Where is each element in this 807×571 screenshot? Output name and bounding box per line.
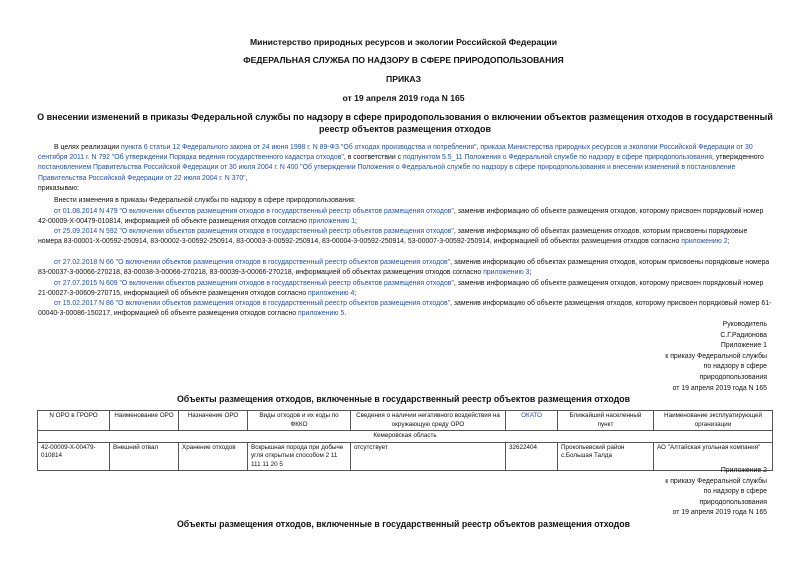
header-cell: Ближайший населенный пункт <box>558 411 654 431</box>
list-item: от 27.02.2018 N 66 "О включении объектов размещения отходов в государственный реестр объектов размещения отходов", заменив информацию об объектах размещения отходов, которым присвоены порядковые номера 83-00037-3-00066-270218, 83-00038-3-00066-270218, 83-00039-3-00066-270218, информацией об объектах размещения отходов согласно приложению 3; <box>38 259 770 277</box>
appendix-1-ref-line: по надзору в сфере <box>703 363 767 371</box>
ministry-order-link[interactable]: приказа Министерства природных ресурсов и экологии Российской Федерации от 30 сентября 2011 г. N 792 "Об утверждении Порядка ведения государственного кадастра отходов" <box>38 144 753 162</box>
appendix-2-ref-line: природопользования <box>699 498 767 506</box>
header-cell: Наименование эксплуатирующей организации <box>654 411 773 431</box>
table-cell: 42-00009-Х-00479-010814 <box>38 442 110 471</box>
list-item: от 27.07.2015 N 609 "О включении объектов размещения отходов в государственный реестр объектов размещения отходов", заменив информацию об объекте размещения отходов, которому присвоен порядковый номер 21-00027-3-00609-270715, информацией об объекте размещения отходов согласно приложению 4; <box>38 280 764 298</box>
appendix-1-ref-date: от 19 апреля 2019 года N 165 <box>672 384 767 392</box>
table-cell: Хранение отходов <box>179 442 248 471</box>
list-item: от 01.08.2014 N 479 "О включении объектов размещения отходов в государственный реестр объектов размещения отходов", заменив информацию об объекте размещения отходов, которому присвоен порядковый номер 42-00009-Х-00479-010814, информацией об объекте размещения отходов согласно приложению 1; <box>38 208 764 226</box>
signature-name: С.Г.Радионова <box>720 331 767 339</box>
order-66-link[interactable]: от 27.02.2018 N 66 "О включении объектов размещения отходов в государственный реестр объектов размещения отходов" <box>54 259 451 266</box>
header-cell-okato-link[interactable]: ОКАТО <box>506 411 558 431</box>
preamble: В целях реализации пункта 6 статьи 12 Федерального закона от 24 июня 1998 г. N 89-ФЗ "Об отходах производства и потребления", приказа Министерства природных ресурсов и экологии Российской Федерации от 30 сентября 2011 г. N 792 "Об утверждении Порядка ведения государственного кадастра отходов", в соответствии с подпунктом 5.5_11 Положения о Федеральной службе по надзору в сфере природопользования, утвержденного постановлением Правительства Российской Федерации от 30 июля 2004 г. N 400 "Об утверждении Положения о Федеральной службе по надзору в сфере природопользования и внесении изменений в постановление Правительства Российской Федерации от 22 июля 2004 г. N 370", <box>38 144 764 182</box>
list-item: от 15.02.2017 N 86 "О включении объектов размещения отходов в государственный реестр объектов размещения отходов", заменив информацию об объекте размещения отходов, которому присвоен порядковый номер 61-00040-3-00086-150217, информацией об объекте размещения отходов согласно приложению 5. <box>38 300 772 318</box>
appendix-2-ref-date: от 19 апреля 2019 года N 165 <box>672 509 767 517</box>
doc-type-heading: ПРИКАЗ <box>386 74 421 84</box>
order-592-link[interactable]: от 25.09.2014 N 592 "О включении объектов размещения отходов в государственный реестр объектов размещения отходов" <box>54 228 454 235</box>
appendix-3-link[interactable]: приложению 3 <box>483 269 530 277</box>
order-word: приказываю: <box>38 185 79 192</box>
appendix-1-link[interactable]: приложению 1 <box>308 218 356 226</box>
region-row <box>38 431 773 443</box>
table-header-row <box>38 411 773 431</box>
appendix-2-link[interactable]: приложению 2 <box>681 238 728 246</box>
region-cell: Кемеровская область <box>38 431 773 443</box>
header-cell: Наименование ОРО <box>110 411 179 431</box>
appendix-1-ref-line: к приказу Федеральной службы <box>665 352 767 360</box>
table-cell: Внешний отвал <box>110 442 179 471</box>
order-479-link[interactable]: от 01.08.2014 N 479 "О включении объектов размещения отходов в государственный реестр объектов размещения отходов" <box>54 208 454 215</box>
order-609-link[interactable]: от 27.07.2015 N 609 "О включении объектов размещения отходов в государственный реестр объектов размещения отходов" <box>54 280 454 287</box>
header-cell: Сведения о наличии негативного воздействия на окружающую среду ОРО <box>351 411 506 431</box>
table-cell: Вскрышная порода при добыче угля открытым способом 2 11 111 11 20 5 <box>248 442 351 471</box>
order-86-link[interactable]: от 15.02.2017 N 86 "О включении объектов размещения отходов в государственный реестр объектов размещения отходов" <box>54 300 451 307</box>
government-decree-link[interactable]: постановлением Правительства Российской Федерации от 30 июля 2004 г. N 400 "Об утверждении Положения о Федеральной службе по надзору в сфере природопользования и внесении изменений в постановление Правительства Российской Федерации от 22 июля 2004 г. N 370" <box>38 164 736 182</box>
regulation-subclause-link[interactable]: подпунктом 5.5_11 Положения о Федеральной службе по надзору в сфере природопользования <box>402 154 713 162</box>
registry-table <box>37 410 773 471</box>
appendix-2-ref <box>607 466 767 519</box>
appendix-5-link[interactable]: приложению 5 <box>298 310 345 318</box>
ministry-heading: Министерство природных ресурсов и экологии Российской Федерации <box>250 37 557 47</box>
table-cell: АО "Алтайская угольная компания" <box>654 442 773 471</box>
appendix-4-link[interactable]: приложению 4 <box>308 290 355 298</box>
appendix-1-ref-label: Приложение 1 <box>720 342 767 350</box>
appendix-2-title: Объекты размещения отходов, включенные в государственный реестр объектов размещения отходов <box>176 519 631 529</box>
date-number-heading: от 19 апреля 2019 года N 165 <box>342 93 465 103</box>
header-cell: N ОРО в ГРОРО <box>38 411 110 431</box>
table-cell: Прокопьевский район с.Большая Талда <box>558 442 654 471</box>
appendix-2-ref-label: Приложение 2 <box>720 467 767 474</box>
signature-role: Руководитель <box>722 321 767 328</box>
header-cell: Назначение ОРО <box>179 411 248 431</box>
page-title: О внесении изменений в приказы Федеральной службы по надзору в сфере природопользования о включении объектов размещения отходов в государственный реестр объектов размещения отходов <box>37 112 773 134</box>
appendix-2-ref-line: по надзору в сфере <box>703 488 767 496</box>
appendix-1-title: Объекты размещения отходов, включенные в государственный реестр объектов размещения отходов <box>176 394 631 404</box>
intro-text: Внести изменения в приказы Федеральной службы по надзору в сфере природопользования: <box>54 197 356 204</box>
table-cell: отсутствует <box>351 442 506 471</box>
service-heading: ФЕДЕРАЛЬНАЯ СЛУЖБА ПО НАДЗОРУ В СФЕРЕ ПРИРОДОПОЛЬЗОВАНИЯ <box>243 55 564 65</box>
law-link[interactable]: пункта 6 статьи 12 Федерального закона от 24 июня 1998 г. N 89-ФЗ "Об отходах производства и потребления" <box>121 144 477 151</box>
appendix-2-ref-line: к приказу Федеральной службы <box>665 477 767 485</box>
table-cell: 32622404 <box>506 442 558 471</box>
appendix-1-ref-line: природопользования <box>699 373 767 381</box>
list-item: от 25.09.2014 N 592 "О включении объектов размещения отходов в государственный реестр объектов размещения отходов", заменив информацию об объектах размещения отходов, которым присвоены порядковые номера 83-00001-Х-00592-250914, 83-00002-3-00592-250914, 83-00003-3-00592-250914, 83-00004-3-00592-250914, 53-00007-3-00592-250914, информацией об объектах размещения отходов согласно приложению 2; <box>38 228 748 246</box>
signature-block <box>607 320 767 394</box>
header-cell: Виды отходов и их коды по ФККО <box>248 411 351 431</box>
